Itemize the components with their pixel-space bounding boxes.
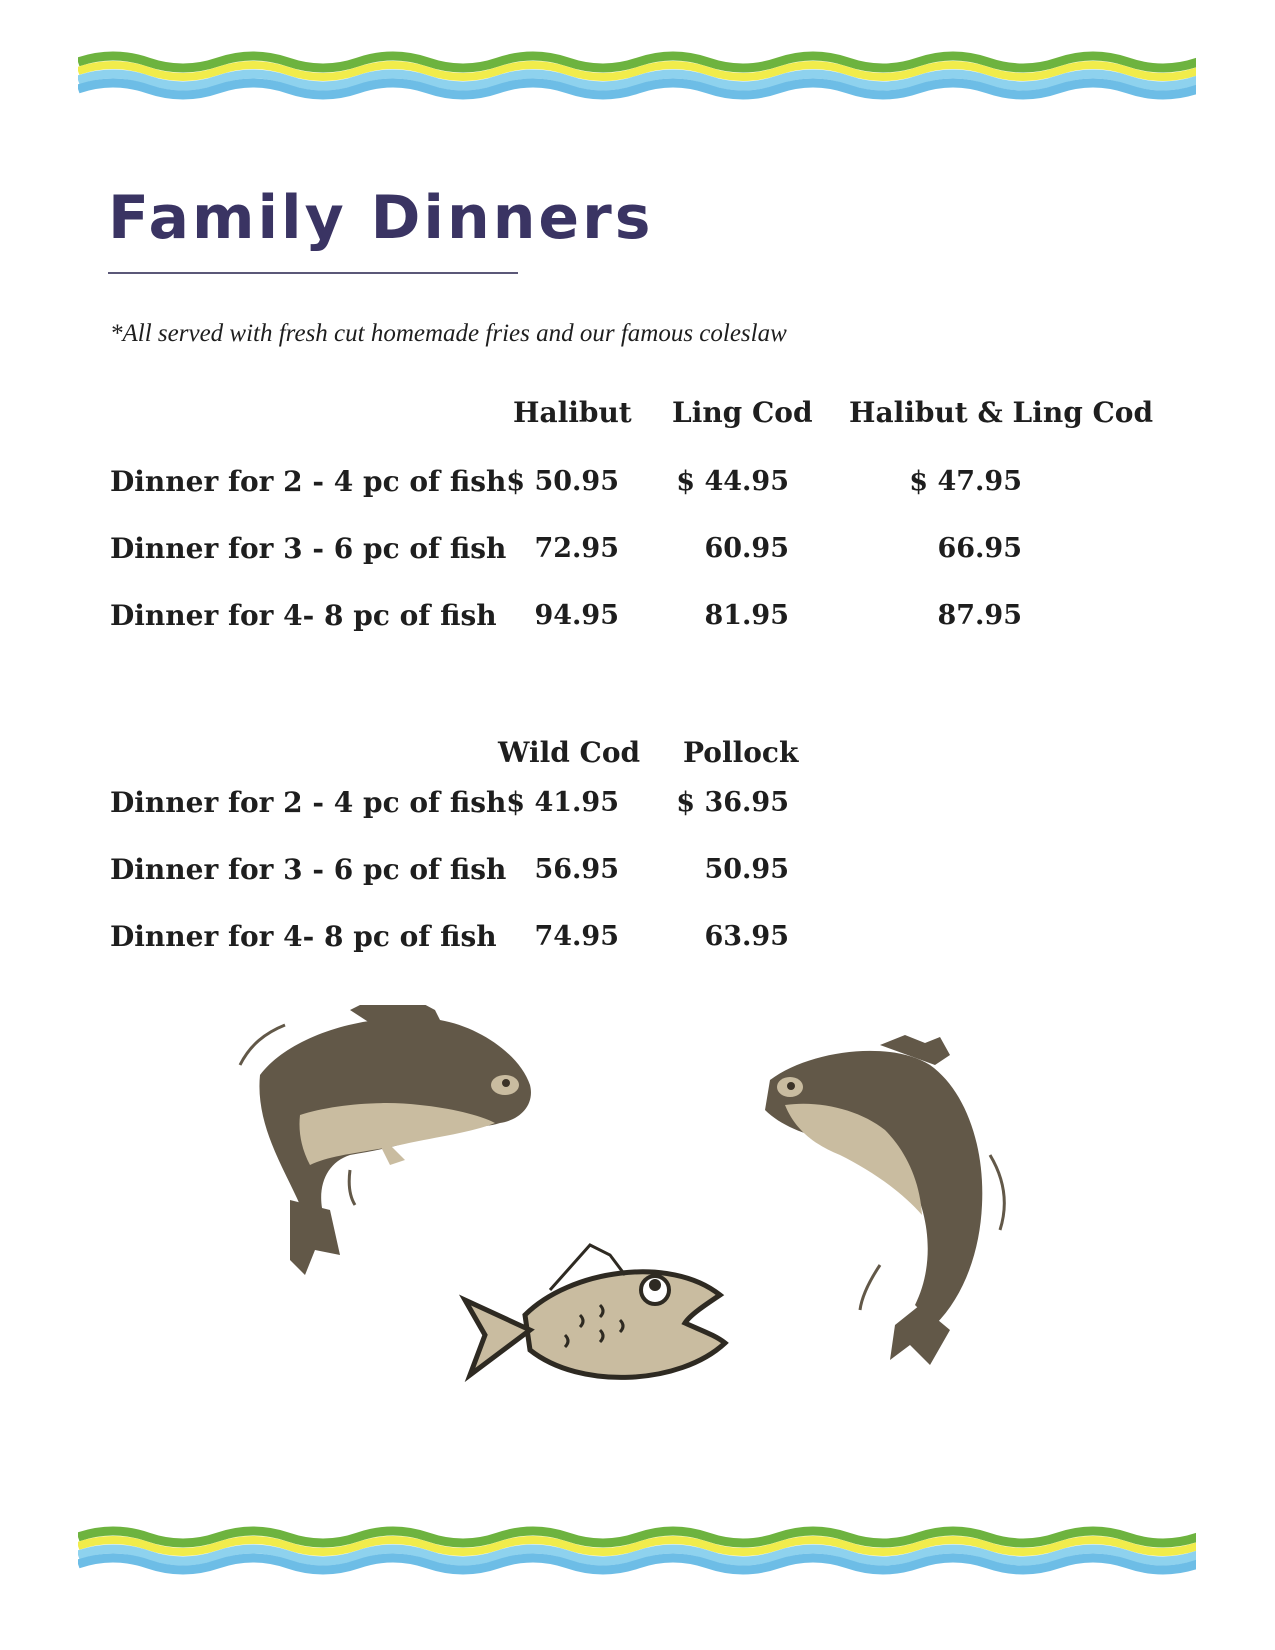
- row-label: Dinner for 3 - 6 pc of fish: [110, 853, 507, 886]
- price-cell: $ 41.95: [506, 787, 619, 818]
- column-header-pollock: Pollock: [683, 736, 799, 769]
- fish-illustration: [230, 1005, 1070, 1475]
- top-wave-border: [78, 50, 1196, 112]
- leaping-bass-left-icon: [240, 1005, 531, 1275]
- price-cell: 87.95: [937, 600, 1022, 631]
- row-label: Dinner for 3 - 6 pc of fish: [110, 532, 507, 565]
- price-cell: 81.95: [704, 600, 789, 631]
- row-label: Dinner for 4- 8 pc of fish: [110, 920, 497, 953]
- price-cell: $ 47.95: [909, 466, 1022, 497]
- price-cell: $ 36.95: [676, 787, 789, 818]
- price-cell: 56.95: [534, 854, 619, 885]
- price-cell: 60.95: [704, 533, 789, 564]
- column-header-halibut: Halibut: [513, 396, 632, 429]
- price-cell: 74.95: [534, 921, 619, 952]
- row-label: Dinner for 4- 8 pc of fish: [110, 599, 497, 632]
- price-cell: 63.95: [704, 921, 789, 952]
- cartoon-fish-icon: [465, 1245, 725, 1377]
- column-header-halibut-ling-cod: Halibut & Ling Cod: [849, 396, 1154, 429]
- page-title: Family Dinners: [108, 178, 518, 274]
- bottom-wave-border: [78, 1525, 1196, 1587]
- row-label: Dinner for 2 - 4 pc of fish: [110, 465, 507, 498]
- price-cell: 94.95: [534, 600, 619, 631]
- row-label: Dinner for 2 - 4 pc of fish: [110, 786, 507, 819]
- column-header-ling-cod: Ling Cod: [672, 396, 813, 429]
- serving-note: *All served with fresh cut homemade fries and our famous coleslaw: [110, 320, 787, 347]
- price-cell: 50.95: [704, 854, 789, 885]
- price-cell: $ 50.95: [506, 466, 619, 497]
- price-cell: 66.95: [937, 533, 1022, 564]
- price-cell: $ 44.95: [676, 466, 789, 497]
- price-cell: 72.95: [534, 533, 619, 564]
- leaping-bass-right-icon: [765, 1035, 1004, 1365]
- column-header-wild-cod: Wild Cod: [498, 736, 641, 769]
